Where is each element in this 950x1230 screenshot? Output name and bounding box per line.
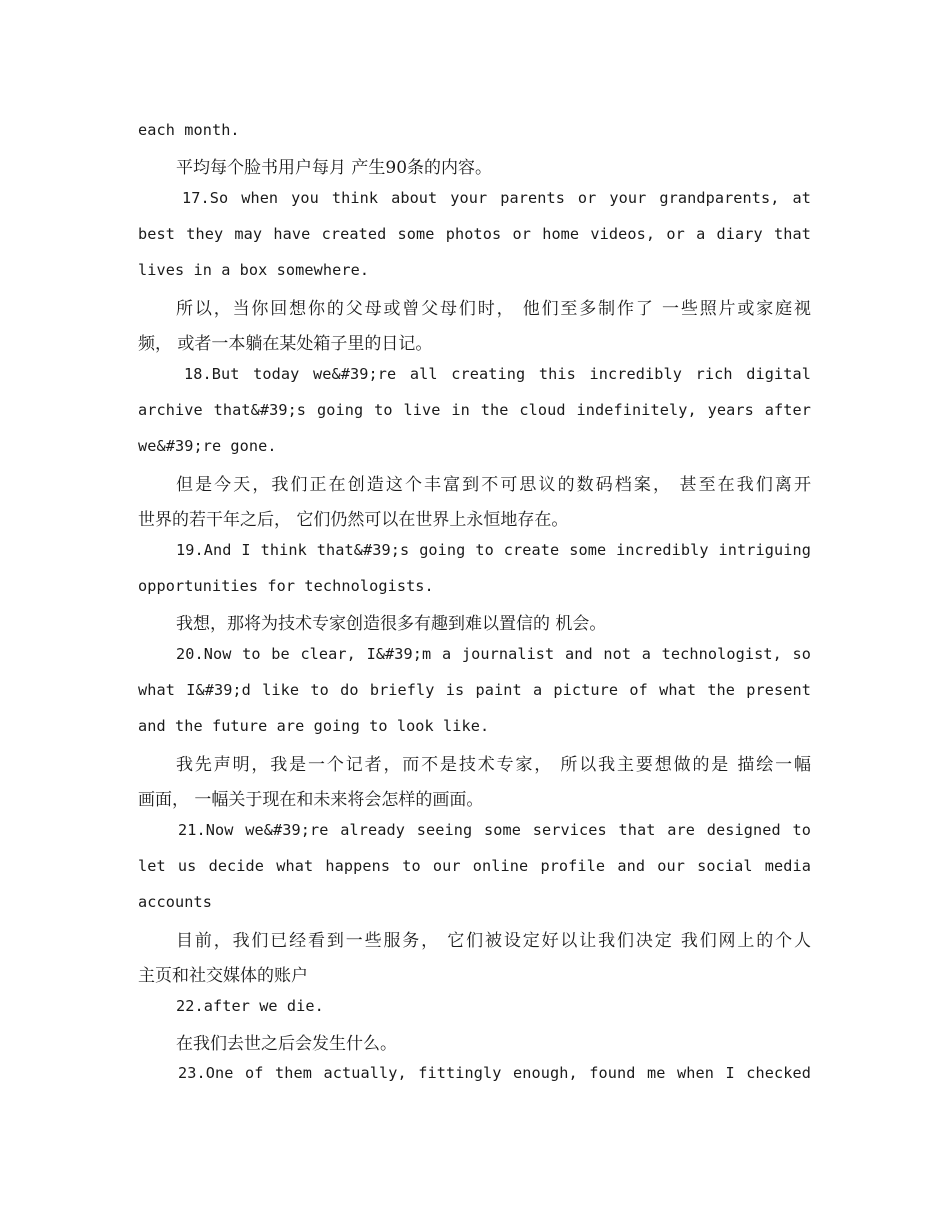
text-line: 23.One of them actually, fittingly enough, found me when I checked (178, 1064, 811, 1082)
text-line: 22.after we die. (176, 997, 324, 1015)
text-line: opportunities for technologists. (138, 577, 434, 595)
text-line: lives in a box somewhere. (138, 261, 370, 279)
text-line: we&#39;re gone. (138, 437, 277, 455)
text-line: 所以，当你回想你的父母或曾父母们时， 他们至多制作了 一些照片或家庭视 (176, 299, 811, 319)
text-line: 平均每个脸书用户每月 产生90条的内容。 (176, 158, 493, 178)
text-line: 我先声明，我是一个记者，而不是技术专家， 所以我主要想做的是 描绘一幅 (176, 755, 811, 775)
text-line: best they may have created some photos or home videos, or a diary that (138, 225, 811, 243)
text-line: and the future are going to look like. (138, 717, 490, 735)
text-line: 20.Now to be clear, I&#39;m a journalist and not a technologist, so (176, 645, 811, 663)
text-line: 主页和社交媒体的账户 (138, 966, 308, 986)
text-line: 19.And I think that&#39;s going to create some incredibly intriguing (176, 541, 811, 559)
text-line: 18.But today we&#39;re all creating this incredibly rich digital (184, 365, 811, 383)
text-line: 17.So when you think about your parents or your grandparents, at (182, 189, 811, 207)
text-line: 目前，我们已经看到一些服务， 它们被设定好以让我们决定 我们网上的个人 (176, 931, 811, 951)
text-line: 世界的若干年之后， 它们仍然可以在世界上永恒地存在。 (138, 510, 569, 530)
text-line: 在我们去世之后会发生什么。 (176, 1034, 397, 1054)
text-line: 我想，那将为技术专家创造很多有趣到难以置信的 机会。 (176, 614, 607, 634)
text-line: let us decide what happens to our online profile and our social media (138, 857, 811, 875)
text-line: 频， 或者一本躺在某处箱子里的日记。 (138, 334, 433, 354)
text-line: what I&#39;d like to do briefly is paint a picture of what the present (138, 681, 811, 699)
text-line: each month. (138, 121, 240, 139)
text-line: 画面， 一幅关于现在和未来将会怎样的画面。 (138, 790, 484, 810)
text-line: 21.Now we&#39;re already seeing some services that are designed to (178, 821, 811, 839)
text-line: accounts (138, 893, 212, 911)
text-line: archive that&#39;s going to live in the cloud indefinitely, years after (138, 401, 811, 419)
text-line: 但是今天，我们正在创造这个丰富到不可思议的数码档案， 甚至在我们离开 (176, 475, 811, 495)
